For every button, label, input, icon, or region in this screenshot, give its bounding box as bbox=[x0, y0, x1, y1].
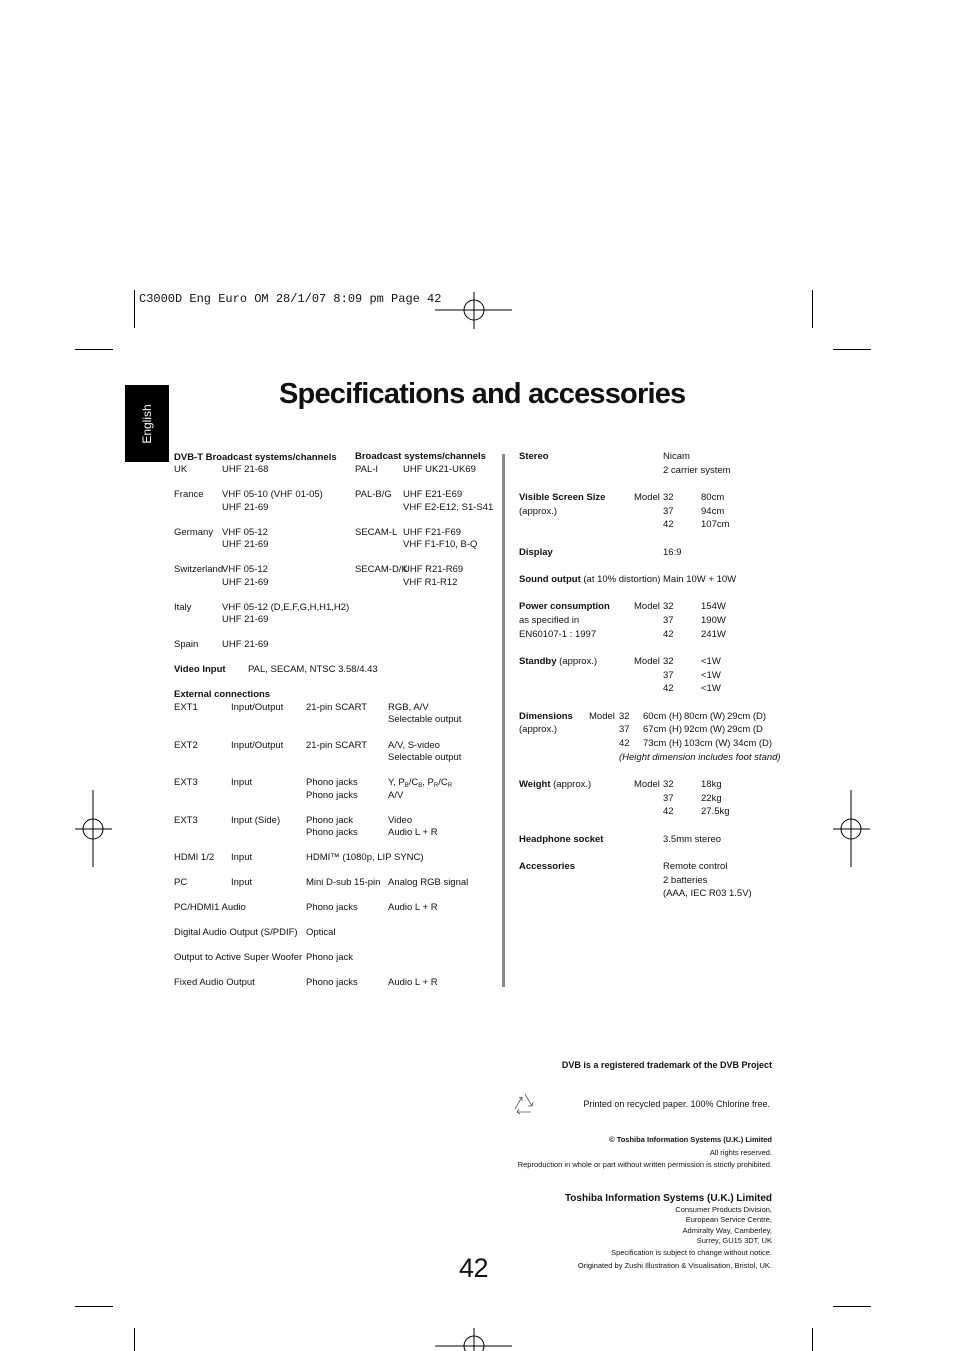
language-tab-label: English bbox=[140, 403, 154, 444]
dvbt-country: Italy bbox=[174, 602, 192, 613]
power-sub: EN60107-1 : 1997 bbox=[519, 629, 597, 640]
model-number: 42 bbox=[663, 519, 674, 530]
dvbt-country: Spain bbox=[174, 639, 199, 650]
video-input-label: Video Input bbox=[174, 664, 226, 675]
crop-mark bbox=[75, 349, 113, 350]
standby-value: <1W bbox=[701, 656, 721, 667]
model-number: 42 bbox=[663, 683, 674, 694]
dvbt-channel: UHF 21-69 bbox=[222, 539, 269, 550]
column-divider bbox=[502, 454, 505, 987]
address-line: Consumer Products Division, bbox=[675, 1205, 772, 1214]
connection-name: Digital Audio Output (S/PDIF) bbox=[174, 927, 298, 938]
standby-label bbox=[519, 656, 597, 668]
crop-mark bbox=[812, 1328, 813, 1351]
model-number: 32 bbox=[663, 779, 674, 790]
connection-signal: RGB, A/V bbox=[388, 702, 429, 713]
connection-signal: A/V, S-video bbox=[388, 740, 440, 751]
dvbt-channel: UHF 21-69 bbox=[222, 502, 269, 513]
screen-size-label: Visible Screen Size bbox=[519, 492, 606, 503]
dim-height: 60cm (H) bbox=[643, 711, 683, 722]
connection-name: EXT2 bbox=[174, 740, 198, 751]
display-value: 16:9 bbox=[663, 547, 682, 558]
standby-value: <1W bbox=[701, 670, 721, 681]
sound-output-label bbox=[519, 574, 660, 586]
weight-value: 18kg bbox=[701, 779, 722, 790]
connection-name: Output to Active Super Woofer bbox=[174, 952, 303, 963]
broadcast-channel: VHF F1-F10, B-Q bbox=[403, 539, 478, 550]
crop-mark bbox=[75, 1306, 113, 1307]
dvbt-country: UK bbox=[174, 464, 188, 475]
connection-name: PC bbox=[174, 877, 188, 888]
screen-size-value: 107cm bbox=[701, 519, 730, 530]
connection-direction: Input/Output bbox=[231, 702, 284, 713]
recycled-note: Printed on recycled paper. 100% Chlorine free. bbox=[583, 1099, 770, 1109]
broadcast-channel: UHF F21-F69 bbox=[403, 527, 462, 538]
standby-value: <1W bbox=[701, 683, 721, 694]
dim-depth: 29cm (D) bbox=[727, 711, 767, 722]
model-number: 32 bbox=[663, 601, 674, 612]
dim-height: 73cm (H) bbox=[643, 738, 683, 749]
model-label: Model bbox=[634, 601, 660, 612]
screen-size-value: 94cm bbox=[701, 506, 725, 517]
broadcast-channel: VHF R1-R12 bbox=[403, 577, 458, 588]
connection-direction: Input (Side) bbox=[231, 815, 281, 826]
dvbt-country: Germany bbox=[174, 527, 214, 538]
connection-type: Phono jack bbox=[306, 952, 354, 963]
connection-type: Phono jacks bbox=[306, 977, 358, 988]
screen-size-sub: (approx.) bbox=[519, 506, 558, 517]
page-title: Specifications and accessories bbox=[279, 378, 686, 410]
dimensions-note: (Height dimension includes foot stand) bbox=[619, 752, 781, 763]
model-number: 32 bbox=[663, 656, 674, 667]
model-number: 37 bbox=[663, 793, 674, 804]
power-value: 154W bbox=[701, 601, 726, 612]
connection-name: EXT1 bbox=[174, 702, 198, 713]
connection-signal: Audio L + R bbox=[388, 827, 438, 838]
model-number: 32 bbox=[663, 492, 674, 503]
connection-type: Phono jacks bbox=[306, 902, 358, 913]
broadcast-channel: UHF E21-E69 bbox=[403, 489, 463, 500]
broadcast-channel: UHF UK21-UK69 bbox=[403, 464, 476, 475]
connection-signal: Audio L + R bbox=[388, 977, 438, 988]
dvbt-channel: UHF 21-69 bbox=[222, 577, 269, 588]
sound-output-sub: (at 10% distortion) bbox=[583, 574, 661, 585]
crop-mark bbox=[134, 1328, 135, 1351]
headphone-label: Headphone socket bbox=[519, 834, 604, 845]
company-name: Toshiba Information Systems (U.K.) Limited bbox=[564, 1193, 772, 1204]
connection-type: Mini D-sub 15-pin bbox=[306, 877, 381, 888]
connection-direction: Input bbox=[231, 852, 253, 863]
model-number: 42 bbox=[663, 806, 674, 817]
spec-note: Specification is subject to change without notice. bbox=[611, 1248, 772, 1257]
weight-title: Weight bbox=[519, 779, 551, 790]
address-line: Surrey, GU15 3DT, UK bbox=[696, 1236, 772, 1245]
connection-type: HDMI™ (1080p, LIP SYNC) bbox=[306, 852, 424, 863]
address-line: European Service Centre, bbox=[685, 1215, 772, 1224]
model-label: Model bbox=[634, 779, 660, 790]
dim-width: 92cm (W) bbox=[684, 724, 726, 735]
headphone-value: 3.5mm stereo bbox=[663, 834, 722, 845]
dim-width: 80cm (W) bbox=[684, 711, 726, 722]
broadcast-channel: UHF R21-R69 bbox=[403, 564, 464, 575]
stereo-value: Nicam bbox=[663, 451, 690, 462]
dvbt-country: France bbox=[174, 489, 204, 500]
weight-value: 27.5kg bbox=[701, 806, 730, 817]
weight-label bbox=[519, 779, 591, 791]
broadcast-channel: VHF E2-E12, S1-S41 bbox=[403, 502, 494, 513]
crop-mark bbox=[134, 290, 135, 328]
connection-name: HDMI 1/2 bbox=[174, 852, 215, 863]
connection-type: Phono jacks bbox=[306, 790, 358, 801]
connection-direction: Input bbox=[231, 877, 253, 888]
dvbt-channel: VHF 05-12 (D,E,F,G,H,H1,H2) bbox=[222, 602, 350, 613]
broadcast-system: SECAM-D/K bbox=[355, 564, 408, 575]
model-number: 42 bbox=[663, 629, 674, 640]
crop-mark bbox=[833, 349, 871, 350]
display-label: Display bbox=[519, 547, 553, 558]
dvbt-country: Switzerland bbox=[174, 564, 224, 575]
connection-type: 21-pin SCART bbox=[306, 702, 368, 713]
model-number: 37 bbox=[663, 670, 674, 681]
language-tab bbox=[125, 385, 169, 462]
stereo-label: Stereo bbox=[519, 451, 549, 462]
sound-output-value: Main 10W + 10W bbox=[663, 574, 737, 585]
broadcast-system: SECAM-L bbox=[355, 527, 398, 538]
dvbt-channel: VHF 05-12 bbox=[222, 527, 268, 538]
dvbt-channel: VHF 05-12 bbox=[222, 564, 268, 575]
model-number: 32 bbox=[619, 711, 630, 722]
dimensions-label: Dimensions bbox=[519, 711, 573, 722]
weight-value: 22kg bbox=[701, 793, 722, 804]
standby-title: Standby bbox=[519, 656, 557, 667]
accessory-item: (AAA, IEC R03 1.5V) bbox=[663, 888, 752, 899]
crop-mark bbox=[833, 1306, 871, 1307]
model-label: Model bbox=[634, 656, 660, 667]
dvbt-channel: UHF 21-69 bbox=[222, 639, 269, 650]
dim-depth: 34cm (D) bbox=[733, 738, 773, 749]
connection-direction: Input bbox=[231, 777, 253, 788]
model-number: 42 bbox=[619, 738, 630, 749]
reproduction-line: Reproduction in whole or part without written permission is strictly prohibited. bbox=[517, 1160, 772, 1169]
external-connections-heading: External connections bbox=[174, 689, 271, 700]
connection-name: Fixed Audio Output bbox=[174, 977, 255, 988]
model-number: 37 bbox=[663, 615, 674, 626]
dvbt-channel: UHF 21-69 bbox=[222, 614, 269, 625]
dvbt-channel: UHF 21-68 bbox=[222, 464, 269, 475]
power-label: Power consumption bbox=[519, 601, 610, 612]
rights-line: All rights reserved. bbox=[709, 1148, 772, 1157]
dvb-trademark: DVB is a registered trademark of the DVB Project bbox=[561, 1060, 772, 1070]
connection-name: PC/HDMI1 Audio bbox=[174, 902, 246, 913]
address-line: Admiralty Way, Camberley, bbox=[682, 1226, 772, 1235]
stereo-value: 2 carrier system bbox=[663, 465, 731, 476]
connection-signal: Video bbox=[388, 815, 413, 826]
origination-note: Originated by Zushi Illustration & Visualisation, Bristol, UK. bbox=[577, 1261, 772, 1270]
connection-type: 21-pin SCART bbox=[306, 740, 368, 751]
dvbt-channel: VHF 05-10 (VHF 01-05) bbox=[222, 489, 323, 500]
registration-mark-top bbox=[435, 292, 513, 330]
dim-depth: 29cm (D bbox=[727, 724, 763, 735]
video-input-value: PAL, SECAM, NTSC 3.58/4.43 bbox=[248, 664, 378, 675]
screen-size-value: 80cm bbox=[701, 492, 725, 503]
accessory-item: Remote control bbox=[663, 861, 728, 872]
accessory-item: 2 batteries bbox=[663, 875, 708, 886]
sound-output-title: Sound output bbox=[519, 574, 581, 585]
connection-type: Phono jacks bbox=[306, 777, 358, 788]
model-label: Model bbox=[589, 711, 615, 722]
dim-height: 67cm (H) bbox=[643, 724, 683, 735]
model-label: Model bbox=[634, 492, 660, 503]
connection-signal: Audio L + R bbox=[388, 902, 438, 913]
model-number: 37 bbox=[619, 724, 630, 735]
broadcast-heading: Broadcast systems/channels bbox=[355, 451, 486, 462]
registration-mark-bottom bbox=[435, 1328, 513, 1351]
registration-mark-left bbox=[75, 790, 113, 868]
connection-signal-component: Y, $P_B/C_B$, $P_R/C_R$ bbox=[388, 777, 453, 789]
connection-signal: Analog RGB signal bbox=[388, 877, 469, 888]
dim-width: 103cm (W) bbox=[684, 738, 731, 749]
connection-type: Optical bbox=[306, 927, 336, 938]
connection-type: Phono jacks bbox=[306, 827, 358, 838]
page-number: 42 bbox=[459, 1253, 489, 1283]
dimensions-sub: (approx.) bbox=[519, 724, 558, 735]
power-sub: as specified in bbox=[519, 615, 580, 626]
broadcast-system: PAL-I bbox=[355, 464, 379, 475]
power-value: 190W bbox=[701, 615, 726, 626]
accessories-label: Accessories bbox=[519, 861, 575, 872]
broadcast-system: PAL-B/G bbox=[355, 489, 392, 500]
connection-type: Phono jack bbox=[306, 815, 354, 826]
recycle-icon bbox=[511, 1092, 539, 1116]
connection-name: EXT3 bbox=[174, 815, 198, 826]
power-value: 241W bbox=[701, 629, 726, 640]
connection-signal: A/V bbox=[388, 790, 404, 801]
model-number: 37 bbox=[663, 506, 674, 517]
connection-signal: Selectable output bbox=[388, 714, 462, 725]
copyright-line: © Toshiba Information Systems (U.K.) Limited bbox=[609, 1135, 772, 1144]
connection-name: EXT3 bbox=[174, 777, 198, 788]
weight-sub: (approx.) bbox=[553, 779, 592, 790]
print-slug: C3000D Eng Euro OM 28/1/07 8:09 pm Page 42 bbox=[139, 292, 442, 306]
registration-mark-right bbox=[833, 790, 871, 868]
connection-signal: Selectable output bbox=[388, 752, 462, 763]
crop-mark bbox=[812, 290, 813, 328]
connection-direction: Input/Output bbox=[231, 740, 284, 751]
standby-sub: (approx.) bbox=[559, 656, 598, 667]
dvbt-heading: DVB-T Broadcast systems/channels bbox=[174, 452, 337, 463]
